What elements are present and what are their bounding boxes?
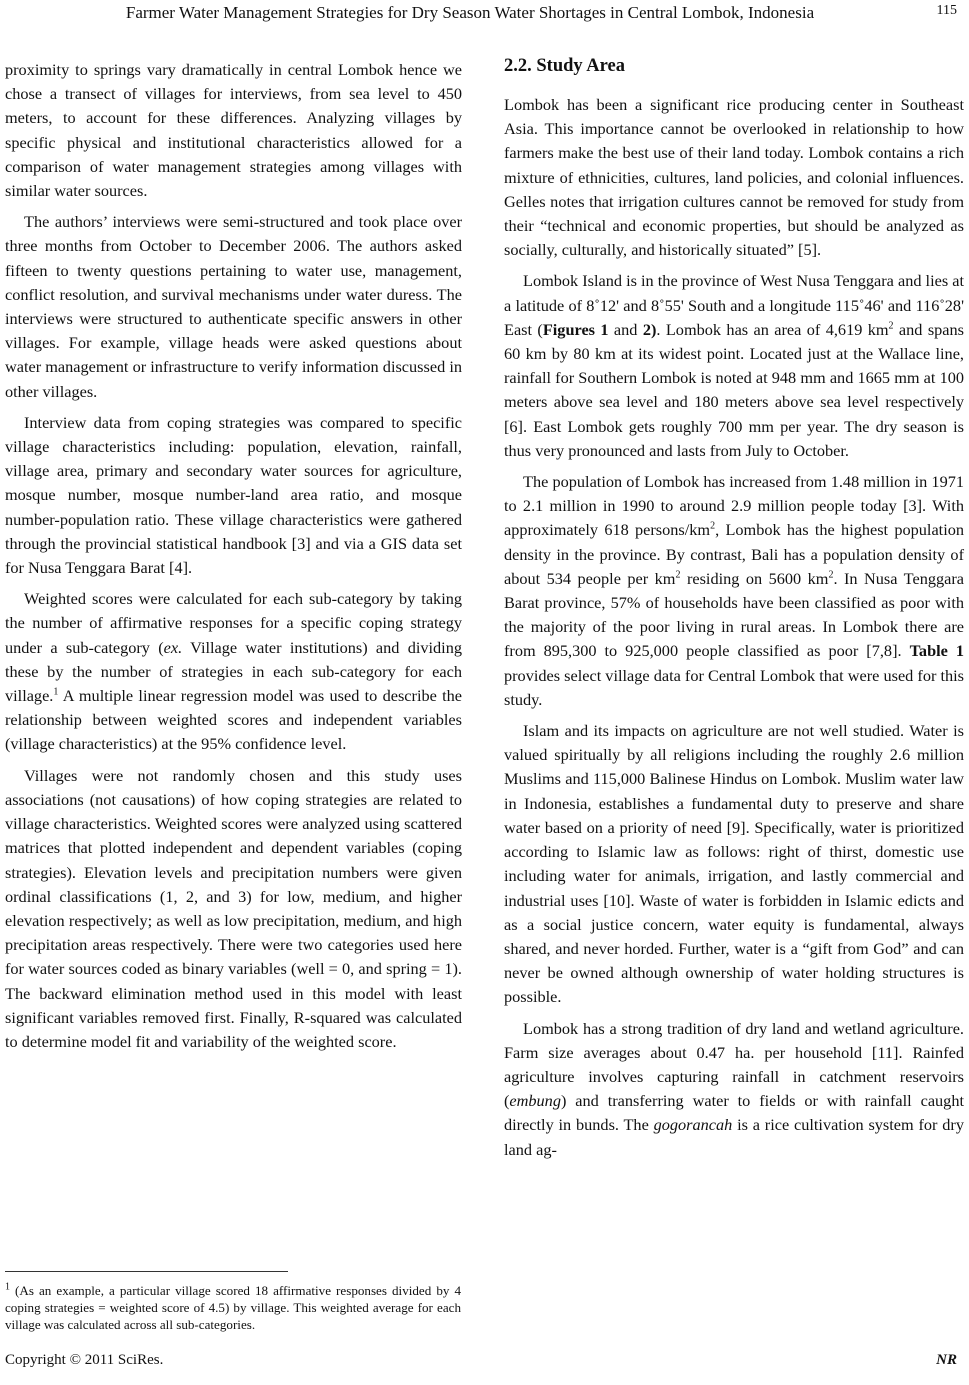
paragraph: Lombok has been a significant rice producing center in Southeast Asia. This importance cannot be overlooked in relationship to how farmers make the best use of their land today. Lombok contains a rich mixture of ethnicities, cultures, land policies, and colonial influences. Gelles notes that irrigation cultures cannot be removed for study from their “technical and economic properties, but should be analyzed as socially, culturally, and historically situated” [5]. [504, 95, 964, 260]
text-run: A multiple linear regression model was used to describe the relationship between weighted scores and independent variables (village characteristics) at the 95% confidence level. [5, 686, 462, 754]
footnote-mark: 1 [5, 1281, 10, 1293]
text-run: and [608, 319, 643, 339]
text-run: Lombok has a strong tradition of dry land and wetland agriculture. Farm size averages about 0.47 ha. per household [11]. Rainfed agriculture involves capturing rainfall in catchment reservoirs ( [504, 1018, 964, 1111]
text-run: gogorancah [653, 1115, 733, 1135]
footnote-rule [5, 1271, 288, 1272]
paragraph: Islam and its impacts on agriculture are not well studied. Water is valued spiritually by all religions including the roughly 2.6 million Muslims and 115,000 Balinese Hindus on Lombok. Muslim water law in Indonesia, establishes a fundamental duty to preserve and share water based on a priority of need [9]. Specifically, water is prioritized according to Islamic law as follows: right of thirst, domestic use including water for animals, irrigation, and lastly commercial and industrial uses [10]. Waste of water is forbidden in Islamic edicts and as a social justice concern, water equity is fundamental, always shared, and never horded. Further, water is a “gift from God” and can never be owned although ownership of water holding structures is possible. [504, 721, 964, 1007]
superscript: 2 [828, 569, 834, 581]
paragraph [5, 587, 462, 756]
text-run: , Lombok has the highest population density in the province. By contrast, Bali has a population density of about 534 people per km [504, 520, 965, 588]
text-run: and spans 60 km by 80 km at its widest point. Located just at the Wallace line, rainfall for Southern Lombok is noted at 948 mm and 1665 mm at 100 meters above sea level and 180 meters above sea level respectively [6]. East Lombok gets roughly 700 mm per year. The dry season is thus very pronounced and lasts from July to October. [504, 319, 965, 460]
footnote [5, 1282, 461, 1333]
running-title: Farmer Water Management Strategies for Dry Season Water Shortages in Central Lombok, Indonesia [125, 3, 815, 22]
text-run: The population of Lombok has increased from 1.48 million in 1971 to 2.1 million in 1990 to around 2.9 million people today [3]. With approximately 618 persons/km [504, 472, 964, 540]
table-ref[interactable]: Table 1 [909, 641, 964, 661]
paragraph [504, 1017, 964, 1162]
footnote-ref[interactable]: 1 [53, 686, 59, 698]
paragraph: proximity to springs vary dramatically in central Lombok hence we chose a transect of villages for interviews, from sea level to 450 meters, to account for these differences. Analyzing villages by specific physical and institutional characteristics allowed for a comparison of water management strategies among villages with similar water sources. [5, 60, 462, 201]
text-run: embung [509, 1091, 561, 1111]
text-run: Lombok Island is in the province of West Nusa Tenggara and lies at a latitude of 8˚12' and 8˚55' South and a longitude 115˚46' and 116˚28' East ( [504, 271, 964, 339]
text-run: Village water institutions) and dividing these by the number of strategies in each sub-category for each village. [5, 637, 462, 706]
text-run: ex. [163, 637, 183, 657]
text-run: residing on 5600 km [680, 568, 829, 588]
right-column [504, 52, 964, 1169]
footnote-text: (As an example, a particular village scored 18 affirmative responses divided by 4 coping strategies = weighted score of 4.5) by village. This weighted average for each village was calculated across all sub-categories. [5, 1283, 461, 1332]
paragraph [504, 470, 964, 712]
text-run: ) and transferring water to fields or with rainfall caught directly in bunds. The [504, 1091, 964, 1135]
journal-abbrev: NR [936, 1352, 957, 1368]
paragraph [504, 269, 964, 463]
left-column [5, 58, 462, 1061]
running-header [0, 0, 969, 28]
figure-ref[interactable]: 2) [642, 319, 657, 339]
text-run: is a rice cultivation system for dry land ag- [504, 1115, 964, 1159]
text-run: . In Nusa Tenggara Barat province, 57% of households have been classified as poor with the majority of the poor living in rural areas. In Lombok there are from 895,300 to 925,000 people classified as poor [7,8]. [504, 568, 964, 661]
page-number: 115 [936, 3, 957, 18]
figure-ref[interactable]: Figures 1 [542, 319, 609, 339]
section-heading: 2.2. Study Area [504, 56, 625, 76]
superscript: 2 [675, 569, 681, 581]
paragraph: Villages were not randomly chosen and this study uses associations (not causations) of how coping strategies are related to village characteristics. Weighted scores were analyzed using scattered matrices that plotted independent and dependent variables (coping strategies). Elevation levels and precipitation numbers were given ordinal classifications (1, 2, and 3) for low, medium, and higher elevation respectively; as well as low precipitation, medium, and high precipitation areas respectively. There were two categories used here for water sources coded as binary variables (well = 0, and spring = 1). The backward elimination method used in this model with least significant variables removed first. Finally, R-squared was calculated to determine model fit and variability of the weighted score. [5, 765, 462, 1051]
text-run: provides select village data for Central Lombok that were used for this study. [504, 665, 964, 709]
copyright: Copyright © 2011 SciRes. [5, 1352, 164, 1368]
text-run: Weighted scores were calculated for each sub-category by taking the number of affirmative responses for a specific coping strategy under a sub-category ( [5, 589, 462, 657]
superscript: 2 [710, 521, 716, 533]
superscript: 2 [888, 320, 894, 332]
paragraph: Interview data from coping strategies was compared to specific village characteristics including: population, elevation, rainfall, village area, primary and secondary water sources for agriculture, mosque number, mosque number-land area ratio, and mosque number-population ratio. These village characteristics were gathered through the provincial statistical handbook [3] and via a GIS data set for Nusa Tenggara Barat [4]. [5, 412, 462, 578]
text-run: . Lombok has an area of 4,619 km [656, 319, 889, 339]
paragraph: The authors’ interviews were semi-structured and took place over three months from October to December 2006. The authors asked fifteen to twenty questions pertaining to water use, management, conflict resolution, and survival mechanisms under water duress. The interviews were structured to authenticate specific answers in other villages. For example, village heads were asked questions about water management or infrastructure to verify information discussed in other villages. [5, 212, 462, 401]
